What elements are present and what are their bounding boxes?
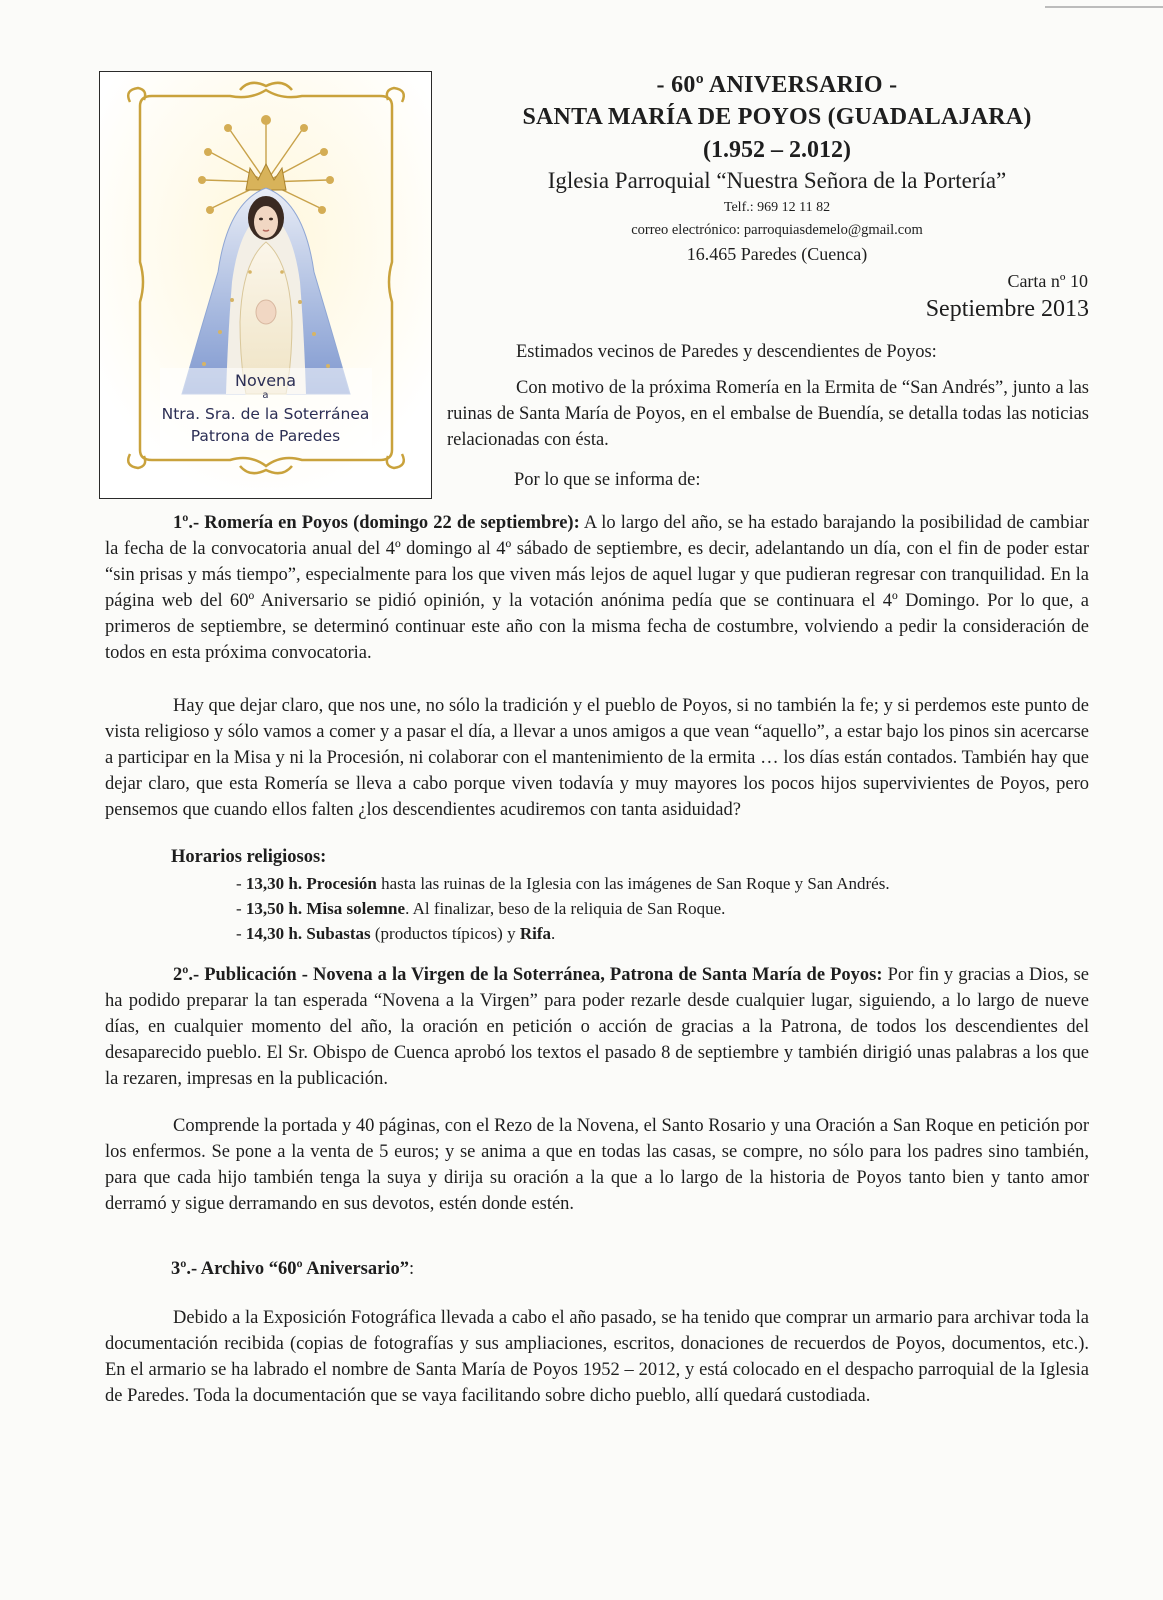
schedule-item (236, 924, 555, 944)
phone-line: Telf.: 969 12 11 82 (723, 200, 831, 215)
section3-heading: 3º.- Archivo “60º Aniversario” (171, 1259, 409, 1279)
email-line: correo electrónico: parroquiasdemelo@gmail.com (631, 222, 923, 238)
section2-heading: 2º.- Publicación - Novena a la Virgen de la Soterránea, Patrona de Santa María de Poyos: (173, 965, 883, 985)
schedule-detail: (productos típicos) y (370, 924, 520, 943)
letter-number: Carta nº 10 (1007, 271, 1088, 291)
section1-heading: 1º.- Romería en Poyos (domingo 22 de septiembre): (173, 513, 580, 533)
address-line: 16.465 Paredes (Cuenca) (686, 244, 868, 264)
section2-paragraph (105, 962, 1089, 1092)
schedule-item (236, 899, 725, 919)
cover-caption-a: a (262, 390, 269, 401)
schedule-dash: - (236, 924, 246, 943)
novena-cover-image (99, 71, 432, 499)
schedule-title: Horarios religiosos: (171, 847, 327, 867)
section1-paragraph (105, 510, 1089, 666)
section3-heading-colon: : (408, 1259, 415, 1279)
intro-paragraph: Con motivo de la próxima Romería en la Ermita de “San Andrés”, junto a las ruinas de Santa María de Poyos, en el embalse de Buendía, se detalla todas las noticias relacionadas con ésta. (447, 378, 1089, 450)
years-title: (1.952 – 2.012) (703, 137, 851, 163)
cover-caption-novena: Novena (234, 371, 296, 390)
section3-paragraph: Debido a la Exposición Fotográfica llevada a cabo el año pasado, se ha tenido que comprar un armario para archivar toda la documentación recibida (copias de fotografías y sus ampliaciones, escritos, donaciones de recuerdos de Poyos, documentos, etc.). En el armario se ha labrado el nombre de Santa María de Poyos 1952 – 2012, y está colocado en el despacho parroquial de la Iglesia de Paredes. Toda la documentación que se vaya facilitando sobre dicho pueblo, allí quedará custodiada. (105, 1308, 1089, 1406)
church-name: Iglesia Parroquial “Nuestra Señora de la Portería” (547, 168, 1007, 193)
schedule-dash: - (236, 899, 246, 918)
section1-text: A lo largo del año, se ha estado barajando la posibilidad de cambiar la fecha de la convocatoria anual del 4º domingo al 4º sábado de septiembre, es decir, adelantando un día, con el fin de poder estar “sin prisas y más tiempo”, especialmente para los que viven más lejos de aquel lugar y que pudieran regresar con tranquilidad. En la página web del 60º Aniversario se pidió opinión, y la votación anónima pedía que se continuara el 4º Domingo. Por lo que, a primeros de septiembre, se determinó continuar este año con la misma fecha de costumbre, volviendo a pedir la consideración de todos en esta próxima convocatoria. (105, 513, 1090, 663)
schedule-rifa: Rifa (519, 924, 552, 943)
section3-heading-line (171, 1259, 414, 1280)
intro-lead: Por lo que se informa de: (514, 470, 701, 490)
schedule-time: 14,30 h. Subastas (245, 924, 371, 943)
schedule-detail: hasta las ruinas de la Iglesia con las imágenes de San Roque y San Andrés. (376, 874, 890, 893)
cover-caption-patrona: Patrona de Paredes (190, 427, 341, 445)
scan-edge-line (1045, 6, 1163, 8)
schedule-time: 13,30 h. Procesión (245, 874, 377, 893)
schedule-item (236, 874, 890, 894)
section2-text: Por fin y gracias a Dios, se ha podido preparar la tan esperada “Novena a la Virgen” para poder rezarle desde cualquier lugar, siguiendo, a lo largo de nueve días, en cualquier momento del año, la oración en petición o acción de gracias a la Patrona, de todos los descendientes del desaparecido pueblo. El Sr. Obispo de Cuenca aprobó los textos el pasado 8 de septiembre y también dirigió unas palabras a los que la rezaren, impresas en la publicación. (105, 965, 1089, 1089)
schedule-time: 13,50 h. Misa solemne (245, 899, 406, 918)
place-title: SANTA MARÍA DE POYOS (GUADALAJARA) (522, 104, 1032, 130)
schedule-detail: . Al finalizar, beso de la reliquia de San Roque. (405, 899, 726, 918)
cover-caption-title: Ntra. Sra. de la Soterránea (161, 405, 370, 423)
greeting: Estimados vecinos de Paredes y descendientes de Poyos: (516, 342, 937, 362)
section1-paragraph2: Hay que dejar claro, que nos une, no sólo la tradición y el pueblo de Poyos, si no también la fe; y si perdemos este punto de vista religioso y sólo vamos a comer y a pasar el día, a llevar a unos amigos a que vean “aquello”, a estar bajo los pinos sin acercarse a participar en la Misa y ni la Procesión, ni colaborar con el mantenimiento de la ermita … los días están contados. También hay que dejar claro, que esta Romería se lleva a cabo porque viven todavía y muy mayores los pocos hijos supervivientes de Poyos, pero pensemos que cuando ellos falten ¿los descendientes acudiremos con tanta asiduidad? (105, 696, 1089, 820)
letter-date: Septiembre 2013 (925, 296, 1089, 322)
schedule-dash: - (236, 874, 246, 893)
anniversary-title: - 60º ANIVERSARIO - (656, 72, 898, 98)
schedule-tail: . (551, 924, 556, 943)
section2-paragraph2: Comprende la portada y 40 páginas, con el Rezo de la Novena, el Santo Rosario y una Oración a San Roque en petición por los enfermos. Se pone a la venta de 5 euros; y se anima a que en todas las casas, se compre, no sólo para los padres sino también, para que cada hijo también tenga la suya y dirija su oración a la que a lo largo de la historia de Poyos tanto bien y tanto amor derramó y sigue derramando en sus devotos, estén donde estén. (105, 1116, 1090, 1214)
